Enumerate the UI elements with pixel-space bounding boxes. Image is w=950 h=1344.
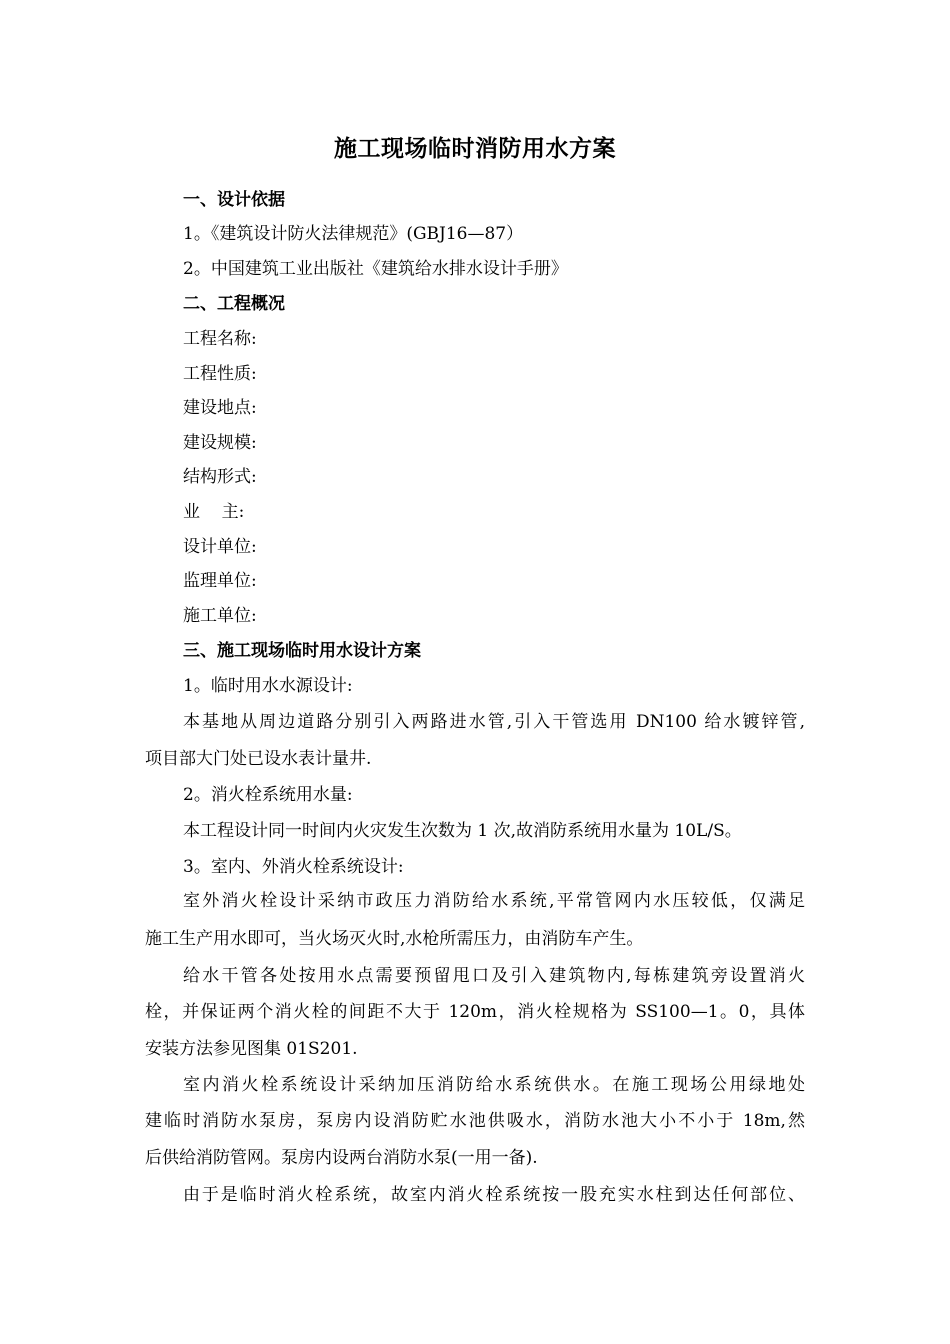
- sub3-para3-line-1: 室内消火栓系统设计采纳加压消防给水系统供水。在施工现场公用绿地处: [183, 1075, 805, 1095]
- section1-heading: 一、设计依据: [183, 190, 285, 210]
- sub3-para2-line-1: 给水干管各处按用水点需要预留甩口及引入建筑物内,每栋建筑旁设置消火: [183, 966, 805, 986]
- sub3-para2-line-3: 安装方法参见图集 01S201.: [145, 1039, 358, 1059]
- field-construction-unit: 施工单位:: [183, 606, 257, 626]
- field-design-unit: 设计单位:: [183, 537, 257, 557]
- sub1-line-1: 本基地从周边道路分别引入两路进水管,引入干管选用 DN100 给水镀锌管,: [183, 712, 805, 732]
- field-project-name: 工程名称:: [183, 329, 257, 349]
- field-owner: 业 主:: [183, 502, 245, 522]
- section2-heading: 二、工程概况: [183, 294, 285, 314]
- sub3-para1-line-1: 室外消火栓设计采纳市政压力消防给水系统,平常管网内水压较低，仅满足: [183, 891, 805, 911]
- sub1-heading: 1。临时用水水源设计:: [183, 676, 353, 696]
- field-scale: 建设规模:: [183, 433, 257, 453]
- field-project-nature: 工程性质:: [183, 364, 257, 384]
- sub2-line-1: 本工程设计同一时间内火灾发生次数为 1 次,故消防系统用水量为 10L/S。: [183, 821, 742, 841]
- field-structure: 结构形式:: [183, 467, 257, 487]
- field-supervision-unit: 监理单位:: [183, 571, 257, 591]
- document-title: 施工现场临时消防用水方案: [334, 135, 616, 162]
- basis-item-1: 1。《建筑设计防火法律规范》(GBJ16—87）: [183, 224, 524, 244]
- basis-item-2: 2。中国建筑工业出版社《建筑给水排水设计手册》: [183, 259, 568, 279]
- sub3-para1-line-2: 施工生产用水即可，当火场灭火时,水枪所需压力，由消防车产生。: [145, 929, 644, 949]
- sub2-heading: 2。消火栓系统用水量:: [183, 785, 353, 805]
- sub3-para3-line-2: 建临时消防水泵房，泵房内设消防贮水池供吸水，消防水池大小不小于 18m,然: [145, 1111, 805, 1131]
- field-site-location: 建设地点:: [183, 398, 257, 418]
- sub1-line-2: 项目部大门处已设水表计量井.: [145, 749, 372, 769]
- sub3-para4-line-1: 由于是临时消火栓系统，故室内消火栓系统按一股充实水柱到达任何部位、: [183, 1185, 805, 1205]
- section3-heading: 三、施工现场临时用水设计方案: [183, 641, 421, 661]
- sub3-heading: 3。室内、外消火栓系统设计:: [183, 857, 404, 877]
- sub3-para3-line-3: 后供给消防管网。泵房内设两台消防水泵(一用一备).: [145, 1148, 538, 1168]
- sub3-para2-line-2: 栓，并保证两个消火栓的间距不大于 120m，消火栓规格为 SS100—1。0，具体: [145, 1002, 805, 1022]
